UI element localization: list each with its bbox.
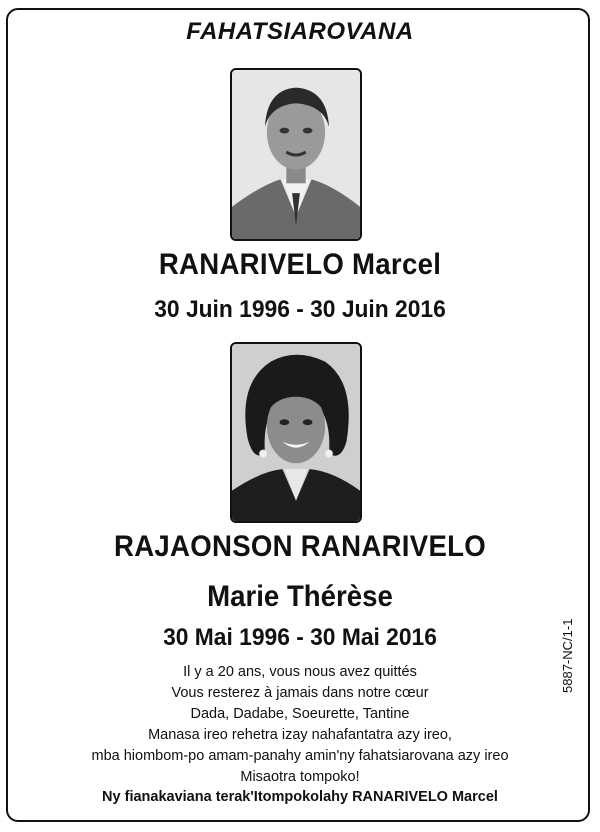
deceased-name-1: RANARIVELO Marcel: [158, 248, 442, 281]
message-line-5: mba hiombom-po amam-panahy amin'ny fahatsiarovana azy ireo: [91, 748, 509, 764]
notice-title: FAHATSIAROVANA: [186, 18, 414, 45]
message-line-2: Vous resterez à jamais dans notre cœur: [171, 685, 429, 701]
message-line-3: Dada, Dadabe, Soeurette, Tantine: [190, 706, 410, 722]
deceased-dates-1: 30 Juin 1996 - 30 Juin 2016: [154, 296, 446, 323]
portrait-photo-marie-therese: [230, 342, 362, 523]
message-line-6: Misaotra tompoko!: [240, 769, 360, 785]
family-signature: Ny fianakaviana terak'Itompokolahy RANARIVELO Marcel: [102, 789, 498, 805]
reference-code: 5887-NC/1-1: [560, 618, 575, 693]
deceased-name-2-line2: Marie Thérèse: [207, 580, 393, 613]
message-line-1: Il y a 20 ans, vous nous avez quittés: [183, 664, 417, 680]
deceased-name-2-line1: RAJAONSON RANARIVELO: [113, 530, 487, 563]
portrait-photo-marcel: [230, 68, 362, 241]
deceased-dates-2: 30 Mai 1996 - 30 Mai 2016: [163, 624, 437, 651]
message-line-4: Manasa ireo rehetra izay nahafantatra azy ireo,: [148, 727, 452, 743]
